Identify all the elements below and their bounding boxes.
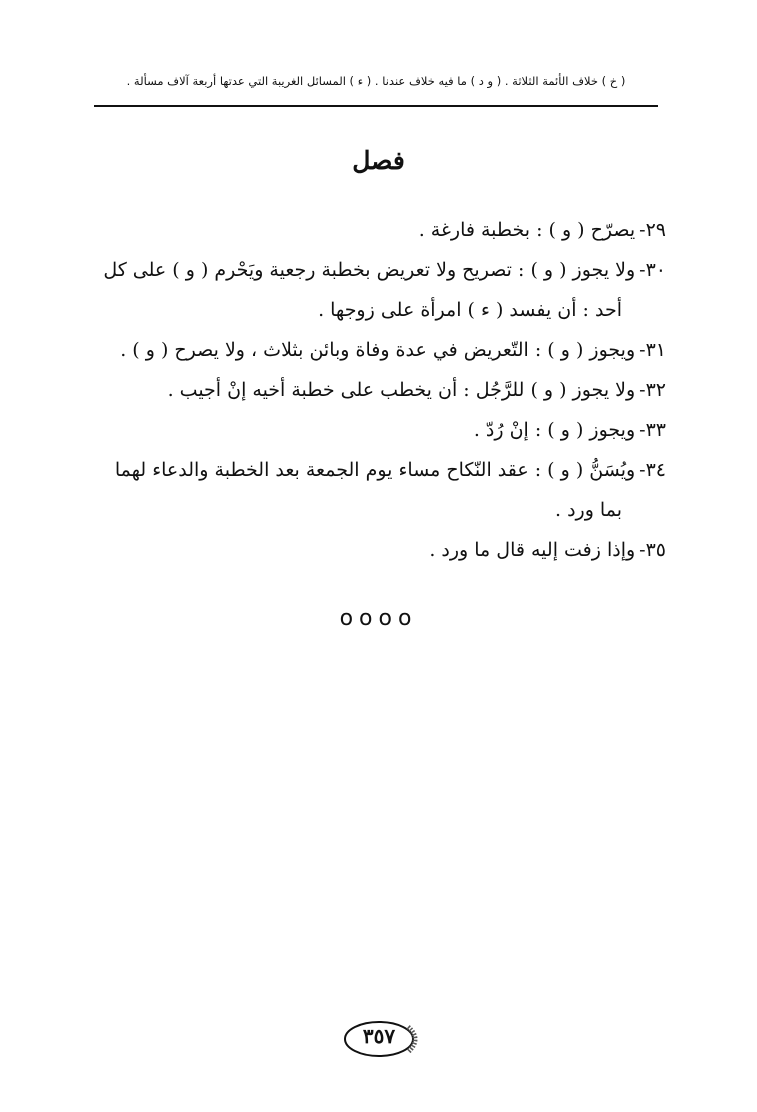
item-continuation: بما ورد . bbox=[555, 499, 622, 521]
item-text: ويجوز ( و ) : التّعريض في عدة وفاة وبائن بثلاث ، ولا يصرح ( و ) . bbox=[120, 339, 636, 361]
item-number: ٣٤- bbox=[639, 459, 666, 481]
list-item bbox=[86, 530, 666, 570]
item-number: ٣٥- bbox=[639, 539, 666, 561]
page-number: ٣٥٧ bbox=[362, 1024, 396, 1048]
list-item bbox=[86, 410, 666, 450]
item-number: ٣٣- bbox=[639, 419, 666, 441]
list-item bbox=[86, 210, 666, 250]
list-item bbox=[86, 370, 666, 410]
item-number: ٣٢- bbox=[639, 379, 666, 401]
item-text: يصرّح ( و ) : بخطبة فارغة . bbox=[418, 219, 636, 241]
section-separator: oooo bbox=[339, 606, 418, 631]
item-text: ولا يجوز ( و ) : تصريح ولا تعريض بخطبة رجعية ويَحْرم ( و ) على كل bbox=[103, 259, 636, 281]
section-title: فصل bbox=[352, 146, 405, 175]
page-header-legend: ( خ ) خلاف الأئمة الثلاثة . ( و د ) ما فيه خلاف عندنا . ( ء ) المسائل الغريبة التي عدتها أربعة آلاف مسألة . bbox=[126, 74, 626, 88]
list-item bbox=[86, 450, 666, 490]
item-number: ٢٩- bbox=[639, 219, 666, 241]
list-item bbox=[86, 250, 666, 290]
item-text: ويُسَنُّ ( و ) : عقد النّكاح مساء يوم الجمعة بعد الخطبة والدعاء لهما bbox=[114, 459, 636, 481]
header-rule bbox=[94, 105, 658, 107]
page-number-badge bbox=[342, 1018, 420, 1058]
item-text: وإذا زفت إليه قال ما ورد . bbox=[429, 539, 636, 561]
item-continuation: أحد : أن يفسد ( ء ) امرأة على زوجها . bbox=[318, 299, 622, 321]
item-number: ٣٠- bbox=[639, 259, 666, 281]
rulings-list bbox=[86, 210, 666, 570]
item-number: ٣١- bbox=[639, 339, 666, 361]
item-text: ويجوز ( و ) : إنْ رُدّ . bbox=[473, 419, 636, 441]
list-item bbox=[86, 330, 666, 370]
item-text: ولا يجوز ( و ) للرَّجُل : أن يخطب على خطبة أخيه إنْ أجيب . bbox=[167, 379, 636, 401]
